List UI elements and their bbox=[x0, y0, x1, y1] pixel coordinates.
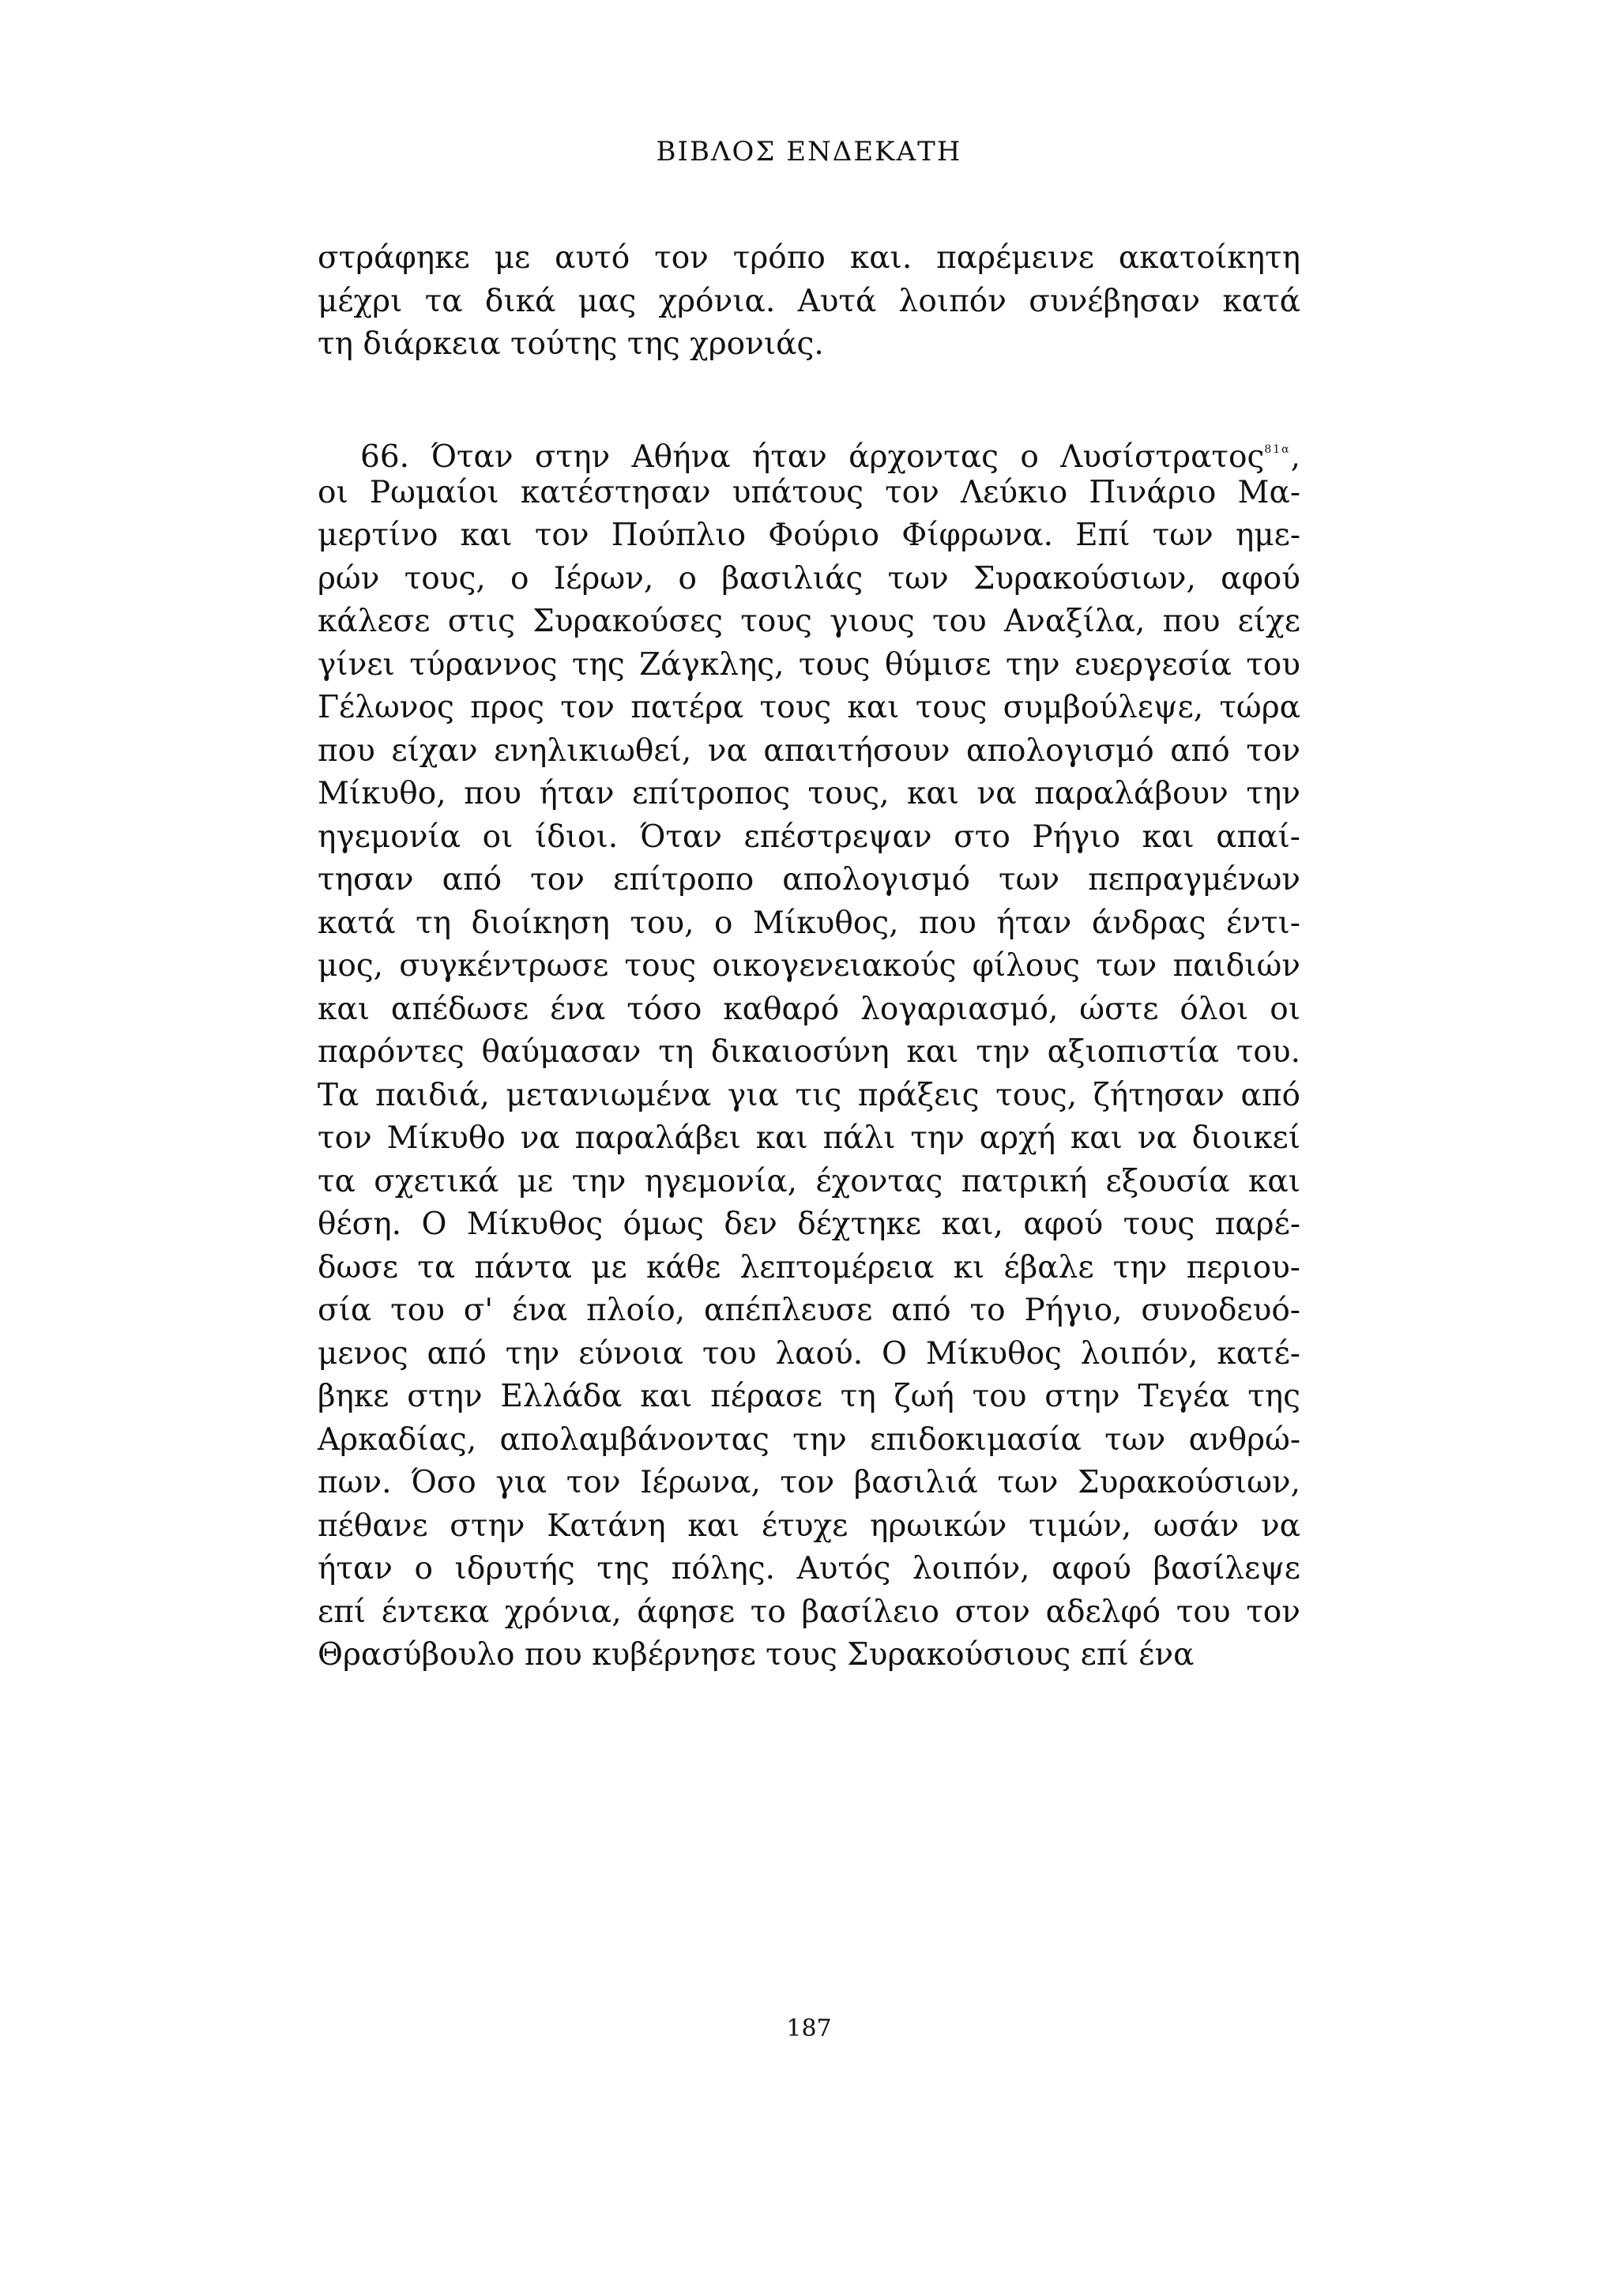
text-line: που είχαν ενηλικιωθεί, να απαιτήσουν απολογισμό από τον bbox=[318, 732, 1300, 769]
text-line: κατά τη διοίκηση του, ο Μίκυθος, που ήταν άνδρας έντι- bbox=[318, 905, 1300, 941]
text-line: θέση. Ο Μίκυθος όμως δεν δέχτηκε και, αφού τους παρέ- bbox=[318, 1206, 1300, 1242]
text-line: Τα παιδιά, μετανιωμένα για τις πράξεις τους, ζήτησαν από bbox=[318, 1077, 1300, 1113]
text-line: και απέδωσε ένα τόσο καθαρό λογαριασμό, ώστε όλοι οι bbox=[318, 991, 1300, 1027]
text-line: γίνει τύραννος της Ζάγκλης, τους θύμισε την ευεργεσία του bbox=[318, 646, 1300, 683]
paragraph-opening-tail: , bbox=[1290, 439, 1300, 475]
text-line-first bbox=[318, 428, 1300, 475]
text-line: τον Μίκυθο να παραλάβει και πάλι την αρχή και να διοικεί bbox=[318, 1120, 1300, 1156]
text-line: κάλεσε στις Συρακούσες τους γιους του Αναξίλα, που είχε bbox=[318, 604, 1300, 639]
text-line: μενος από την εύνοια του λαού. Ο Μίκυθος λοιπόν, κατέ- bbox=[318, 1335, 1300, 1372]
text-line: πων. Όσο για τον Ιέρωνα, τον βασιλιά των Συρακούσιων, bbox=[318, 1465, 1300, 1500]
page-number: 187 bbox=[786, 2015, 832, 2042]
text-line: επί έντεκα χρόνια, άφησε το βασίλειο στον αδελφό του τον bbox=[318, 1594, 1300, 1630]
text-line: μέχρι τα δικά μας χρόνια. Αυτά λοιπόν συνέβησαν κατά bbox=[318, 283, 1300, 319]
text-line: Μίκυθο, που ήταν επίτροπος τους, και να παραλάβουν την bbox=[318, 776, 1300, 811]
text-line: ήταν ο ιδρυτής της πόλης. Αυτός λοιπόν, αφού βασίλεψε bbox=[318, 1551, 1300, 1586]
running-head: ΒΙΒΛΟΣ ΕΝΔΕΚΑΤΗ bbox=[656, 136, 962, 167]
text-line: σία του σ' ένα πλοίο, απέπλευσε από το Ρήγιο, συνοδευό- bbox=[318, 1293, 1300, 1328]
text-line: οι Ρωμαίοι κατέστησαν υπάτους τον Λεύκιο Πινάριο Μα- bbox=[318, 474, 1300, 510]
text-line: μος, συγκέντρωσε τους οικογενειακούς φίλους των παιδιών bbox=[318, 948, 1300, 984]
text-line: βηκε στην Ελλάδα και πέρασε τη ζωή του στην Τεγέα της bbox=[318, 1379, 1300, 1414]
text-line: Θρασύβουλο που κυβέρνησε τους Συρακούσιους επί ένα bbox=[318, 1637, 1195, 1673]
text-line: Αρκαδίας, απολαμβάνοντας την επιδοκιμασία των ανθρώ- bbox=[318, 1421, 1300, 1458]
text-line: δωσε τα πάντα με κάθε λεπτομέρεια κι έβαλε την περιου- bbox=[318, 1249, 1300, 1285]
paragraph-66 bbox=[318, 428, 1300, 1677]
paragraph-continuation bbox=[318, 237, 1300, 367]
footnote-reference: 81α bbox=[1264, 443, 1291, 456]
text-line: ρών τους, ο Ιέρων, ο βασιλιάς των Συρακούσιων, αφού bbox=[318, 560, 1300, 597]
text-line: τα σχετικά με την ηγεμονία, έχοντας πατρική εξουσία και bbox=[318, 1163, 1300, 1199]
text-line: παρόντες θαύμασαν τη δικαιοσύνη και την αξιοπιστία του. bbox=[318, 1034, 1300, 1070]
text-line: τη διάρκεια τούτης της χρονιάς. bbox=[318, 326, 824, 362]
text-line: στράφηκε με αυτό τον τρόπο και. παρέμεινε ακατοίκητη bbox=[318, 240, 1300, 276]
text-line: τησαν από τον επίτροπο απολογισμό των πεπραγμένων bbox=[318, 862, 1300, 898]
text-line: ηγεμονία οι ίδιοι. Όταν επέστρεψαν στο Ρήγιο και απαί- bbox=[318, 819, 1300, 855]
paragraph-opening: 66. Όταν στην Αθήνα ήταν άρχοντας ο Λυσίστρατος bbox=[360, 439, 1265, 475]
text-line: πέθανε στην Κατάνη και έτυχε ηρωικών τιμών, ωσάν να bbox=[318, 1507, 1300, 1544]
text-line: μερτίνο και τον Πούπλιο Φούριο Φίφρωνα. Επί των ημε- bbox=[318, 518, 1300, 553]
text-line: Γέλωνος προς τον πατέρα τους και τους συμβούλεψε, τώρα bbox=[318, 690, 1300, 725]
